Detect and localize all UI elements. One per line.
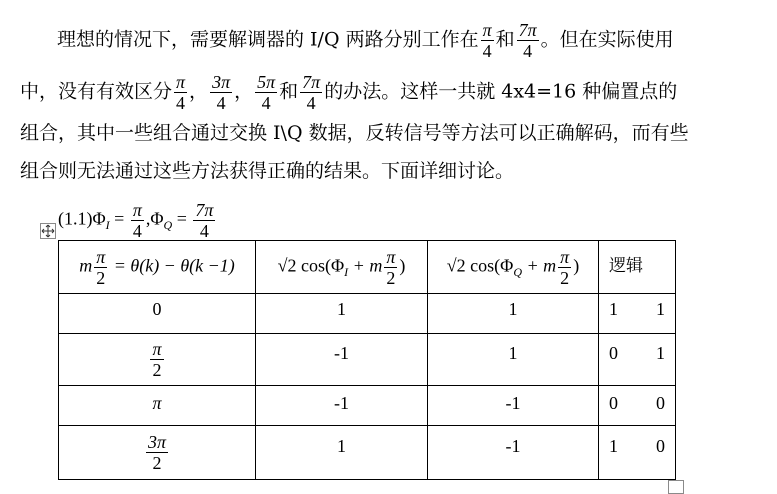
table-header-row <box>59 241 676 294</box>
logic-table <box>58 240 676 480</box>
paragraph-line-3 <box>20 121 689 145</box>
q-value-cell: 1 <box>428 334 599 386</box>
q-value-cell: -1 <box>428 386 599 426</box>
header-q-channel: √2 $\cos(\Phi_Q + m$ $\frac{\pi}{2}$ ) <box>428 241 599 294</box>
paragraph-line-4 <box>20 159 514 183</box>
eq-fraction-7pi-over-4: $\frac{7\pi}{4}$ <box>195 200 214 241</box>
logic-cell: 0 0 <box>599 386 676 426</box>
line2-sep2: ， <box>234 80 254 103</box>
i-value-cell: 1 <box>256 294 428 334</box>
paragraph-line-1 <box>57 20 674 61</box>
line2-and: 和 <box>279 80 299 103</box>
line4-text: 组合则无法通过这些方法获得正确的结果。下面详细讨论。 <box>20 160 515 182</box>
eq-fraction-pi-over-4: $\frac{\pi}{4}$ <box>132 200 142 241</box>
line1-text-a: 理想的情况下，需要解调器的 I/Q 两路分别工作在 <box>57 28 479 51</box>
line3-text: 组合，其中一些组合通过交换 I\Q 数据，反转信号等方法可以正确解码，而有些 <box>20 122 689 144</box>
i-value-cell: -1 <box>256 334 428 386</box>
line1-and: 和 <box>495 28 515 51</box>
line2-sep1: ， <box>189 80 209 103</box>
table-row <box>59 334 676 386</box>
i-value-cell: -1 <box>256 386 428 426</box>
fraction-3pi-over-4: $\frac{3\pi}{4}$ <box>212 72 231 113</box>
q-value-cell: 1 <box>428 294 599 334</box>
logic-cell: 0 1 <box>599 334 676 386</box>
logic-cell: 1 1 <box>599 294 676 334</box>
phase-cell: $\frac{\pi}{2}$ <box>59 334 256 386</box>
header-phase-difference: m $\frac{\pi}{2}$ = θ(k) − θ(k −1) <box>59 241 256 294</box>
phase-cell: π <box>59 386 256 426</box>
paragraph-line-2 <box>20 72 677 113</box>
i-value-cell: 1 <box>256 426 428 480</box>
table-row <box>59 426 676 480</box>
fraction-5pi-over-4: $\frac{5\pi}{4}$ <box>257 72 276 113</box>
q-value-cell: -1 <box>428 426 599 480</box>
table-move-handle-icon[interactable] <box>40 223 56 239</box>
phase-cell: 0 <box>59 294 256 334</box>
line2-text-b: 的办法。这样一共就 4x4=16 种偏置点的 <box>324 80 678 103</box>
phase-cell: $\frac{3\pi}{2}$ <box>59 426 256 480</box>
equation-label: (1.1) <box>58 208 93 229</box>
line1-text-c: 。但在实际使用 <box>540 28 674 51</box>
header-i-channel: √2 $\cos(\Phi_I + m$ $\frac{\pi}{2}$ ) <box>256 241 428 294</box>
fraction-7pi-over-4: $\frac{7\pi}{4}$ <box>518 20 537 61</box>
fraction-pi-over-4: $\frac{\pi}{4}$ <box>176 72 186 113</box>
header-logic: 逻辑 <box>599 241 676 294</box>
table-resize-handle[interactable] <box>668 480 684 494</box>
logic-cell: 1 0 <box>599 426 676 480</box>
fraction-pi-over-4: $\frac{\pi}{4}$ <box>482 20 492 61</box>
table-row <box>59 386 676 426</box>
fraction-7pi-over-4: $\frac{7\pi}{4}$ <box>302 72 321 113</box>
line2-text-a: 中，没有有效区分 <box>20 80 173 103</box>
equation-1-1: $(1.1)\Phi_I$ = $\frac{\pi}{4}$ $,\Phi_Q$ = $\frac{7\pi}{4}$ <box>58 200 214 241</box>
table-row <box>59 294 676 334</box>
